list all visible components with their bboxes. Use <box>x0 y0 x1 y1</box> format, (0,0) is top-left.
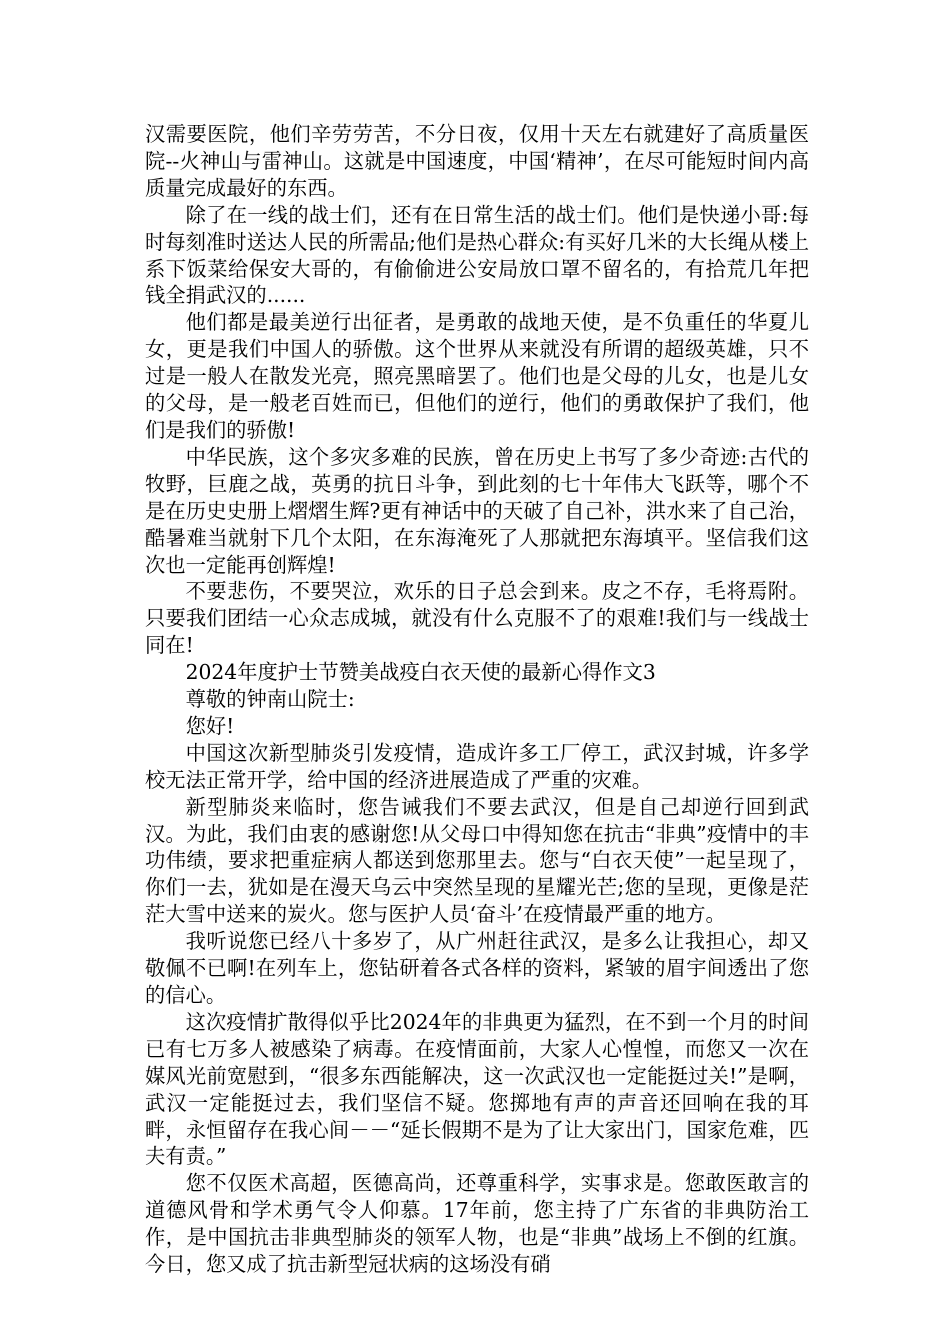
paragraph-11: 我听说您已经八十多岁了，从广州赶往武汉，是多么让我担心，却又敬佩不已啊!在列车上，您钻研着各式各样的资料，紧皱的眉宇间透出了您的信心。 <box>145 929 809 1007</box>
paragraph-9: 中国这次新型肺炎引发疫情，造成许多工厂停工，武汉封城，许多学校无法正常开学，给中国的经济进展造成了严重的灾难。 <box>145 740 809 792</box>
paragraph-1: 汉需要医院，他们辛劳劳苦，不分日夜，仅用十天左右就建好了高质量医院--火神山与雷神山。这就是中国速度，中国‘精神’，在尽可能短时间内高质量完成最好的东西。 <box>145 122 809 200</box>
paragraph-13: 您不仅医术高超，医德高尚，还尊重科学，实事求是。您敢医敢言的道德风骨和学术勇气令人仰慕。17年前，您主持了广东省的非典防治工作，是中国抗击非典型肺炎的领军人物，也是“非典”战场上不倒的红旗。今日，您又成了抗击新型冠状病的这场没有硝 <box>145 1171 809 1277</box>
paragraph-5: 不要悲伤，不要哭泣，欢乐的日子总会到来。皮之不存，毛将焉附。只要我们团结一心众志成城，就没有什么克服不了的艰难!我们与一线战士同在! <box>145 579 809 658</box>
paragraph-12: 这次疫情扩散得似乎比2024年的非典更为猛烈，在不到一个月的时间已有七万多人被感染了病毒。在疫情面前，大家人心惶惶，而您又一次在媒风光前宽慰到，“很多东西能解决，这一次武汉也一定能挺过关!”是啊，武汉一定能挺过去，我们坚信不疑。您掷地有声的声音还回响在我的耳畔，永恒留存在我心间－－“延长假期不是为了让大家出门，国家危难，匹夫有责。” <box>145 1009 809 1169</box>
essay-heading: 2024年度护士节赞美战疫白衣天使的最新心得作文3 <box>185 660 656 685</box>
paragraph-4: 中华民族，这个多灾多难的民族，曾在历史上书写了多少奇迹:古代的牧野，巨鹿之战，英勇的抗日斗争，到此刻的七十年伟大飞跃等，哪个不是在历史史册上熠熠生辉?更有神话中的天破了自己补，洪水来了自己治，酷暑难当就射下几个太阳，在东海淹死了人那就把东海填平。坚信我们这次也一定能再创辉煌! <box>145 444 809 577</box>
paragraph-10: 新型肺炎来临时，您告诫我们不要去武汉，但是自己却逆行回到武汉。为此，我们由衷的感谢您!从父母口中得知您在抗击“非典”疫情中的丰功伟绩，要求把重症病人都送到您那里去。您与“白衣天使”一起呈现了，你们一去，犹如是在漫天乌云中突然呈现的星耀光芒;您的呈现，更像是茫茫大雪中送来的炭火。您与医护人员‘奋斗’在疫情最严重的地方。 <box>145 794 809 927</box>
paragraph-3: 他们都是最美逆行出征者，是勇敢的战地天使，是不负重任的华夏儿女，更是我们中国人的骄傲。这个世界从来就没有所谓的超级英雄，只不过是一般人在散发光亮，照亮黑暗罢了。他们也是父母的儿女，也是儿女的父母，是一般老百姓而已，但他们的逆行，他们的勇敢保护了我们，他们是我们的骄傲! <box>145 310 809 442</box>
letter-greeting: 您好! <box>185 713 235 738</box>
document-body <box>145 121 809 1278</box>
paragraph-2: 除了在一线的战士们，还有在日常生活的战士们。他们是快递小哥:每时每刻准时送达人民的所需品;他们是热心群众:有买好几米的大长绳从楼上系下饭菜给保安大哥的，有偷偷进公安局放口罩不留名的，有拾荒几年把钱全捐武汉的...... <box>145 202 809 308</box>
letter-salutation: 尊敬的钟南山院士: <box>185 687 355 712</box>
